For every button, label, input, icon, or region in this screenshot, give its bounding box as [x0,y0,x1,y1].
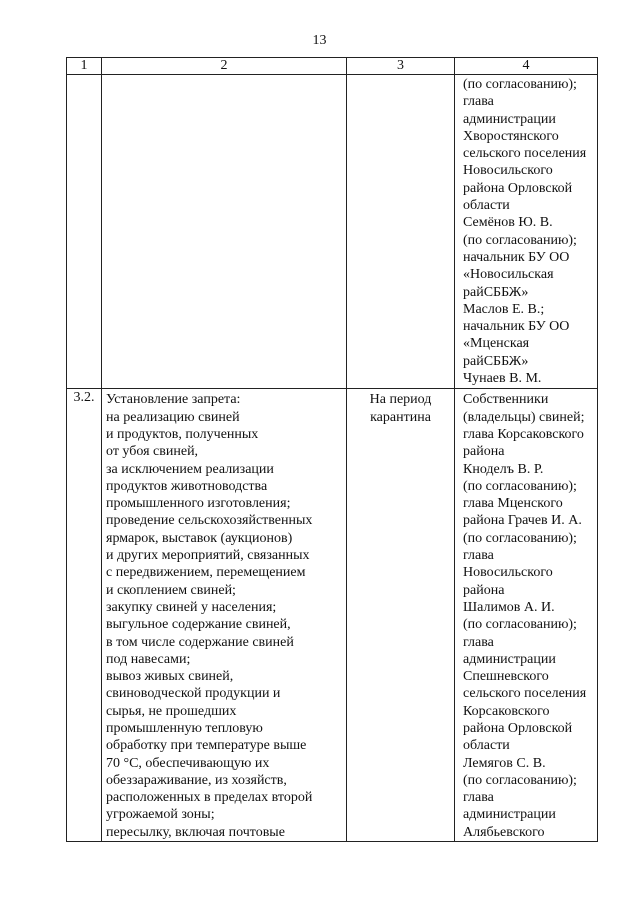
responsible-line: (по согласованию); [463,232,577,248]
header-col-4: 4 [455,58,598,75]
measure-line: Установление запрета: [106,392,241,408]
responsible-line: Лемягов С. В. [463,755,546,771]
measure-line: угрожаемой зоны; [106,807,215,823]
responsible-line: (по согласованию); [463,617,577,633]
measure-line: от убоя свиней, [106,444,199,460]
measure-line: с передвижением, перемещением [106,565,306,581]
measures-table [66,57,598,842]
responsible-line: Кноделъ В. Р. [463,461,544,477]
responsible-line: Маслов Е. В.; [463,301,545,317]
measure-line: и продуктов, полученных [106,426,259,442]
measure-line: продуктов животноводства [106,478,268,494]
measure-line: на реализацию свиней [106,409,240,425]
measure-line: и скоплением свиней; [106,582,236,598]
responsible-line: района Орловской [463,720,573,736]
table-header-row [67,58,598,75]
responsible-line: области [463,738,510,754]
responsible-line: райСББЖ» [463,353,529,369]
responsible-line: (по согласованию); [463,530,577,546]
header-col-1: 1 [67,58,102,75]
measure-line: обработку при температуре выше [106,738,307,754]
cell-responsible-continued [455,75,598,389]
responsible-line: Алябьевского [463,824,545,840]
responsible-line: Спешневского [463,669,549,685]
responsible-line: глава [463,94,494,110]
header-col-2: 2 [102,58,347,75]
measure-line: расположенных в пределах второй [106,790,313,806]
responsible-line: «Мценская [463,336,530,352]
cell-period [347,389,455,842]
cell-measure-empty [102,75,347,389]
responsible-line: Чунаев В. М. [463,371,542,387]
responsible-line: Семёнов Ю. В. [463,215,553,231]
header-col-3: 3 [347,58,455,75]
responsible-line: района [463,582,505,598]
measure-line: закупку свиней у населения; [106,599,277,615]
responsible-line: сельского поселения [463,146,587,162]
responsible-line: (по согласованию); [463,772,577,788]
measure-line: за исключением реализации [106,461,274,477]
responsible-line: области [463,198,510,214]
responsible-line: глава [463,790,494,806]
responsible-line: начальник БУ ОО [463,249,570,265]
measure-line: под навесами; [106,651,191,667]
cell-number-empty [67,75,102,389]
responsible-line: Шалимов А. И. [463,599,555,615]
measure-line: в том числе содержание свиней [106,634,294,650]
responsible-line: Хворостянского [463,128,559,144]
cell-measure [102,389,347,842]
responsible-line: Корсаковского [463,703,550,719]
measure-line: свиноводческой продукции и [106,686,281,702]
responsible-line: райСББЖ» [463,284,529,300]
responsible-line: администрации [463,651,556,667]
responsible-line: района Грачев И. А. [463,513,582,529]
measure-line: выгульное содержание свиней, [106,617,291,633]
page-number: 13 [312,33,327,48]
responsible-line: глава [463,548,494,564]
cell-responsible [455,389,598,842]
cell-number: 3.2. [67,389,102,842]
responsible-line: (по согласованию); [463,478,577,494]
responsible-line: (владельцы) свиней; [463,409,585,425]
responsible-line: администрации [463,807,556,823]
measure-line: обеззараживание, из хозяйств, [106,772,287,788]
period-line: карантина [370,409,431,425]
responsible-line: района Орловской [463,180,573,196]
measure-line: вывоз живых свиней, [106,669,234,685]
measure-line: 70 °С, обеспечивающую их [106,755,270,771]
responsible-line: Новосильского [463,565,553,581]
responsible-line: глава Мценского [463,496,563,512]
responsible-line: администрации [463,111,556,127]
measure-line: промышленную тепловую [106,720,263,736]
cell-period-empty [347,75,455,389]
table-row-3-2 [67,389,598,842]
responsible-line: сельского поселения [463,686,587,702]
responsible-line: района [463,444,505,460]
responsible-line: начальник БУ ОО [463,319,570,335]
responsible-line: (по согласованию); [463,77,577,92]
measure-line: и других мероприятий, связанных [106,548,310,564]
table-row-continued [67,75,598,389]
responsible-line: глава [463,634,494,650]
measure-line: пересылку, включая почтовые [106,824,285,840]
measure-line: сырья, не прошедших [106,703,237,719]
responsible-line: глава Корсаковского [463,426,584,442]
responsible-line: Собственники [463,392,549,408]
measure-line: проведение сельскохозяйственных [106,513,313,529]
responsible-line: Новосильского [463,163,553,179]
period-line: На период [369,392,432,408]
measure-line: ярмарок, выставок (аукционов) [106,530,293,546]
responsible-line: «Новосильская [463,267,554,283]
measure-line: промышленного изготовления; [106,496,291,512]
